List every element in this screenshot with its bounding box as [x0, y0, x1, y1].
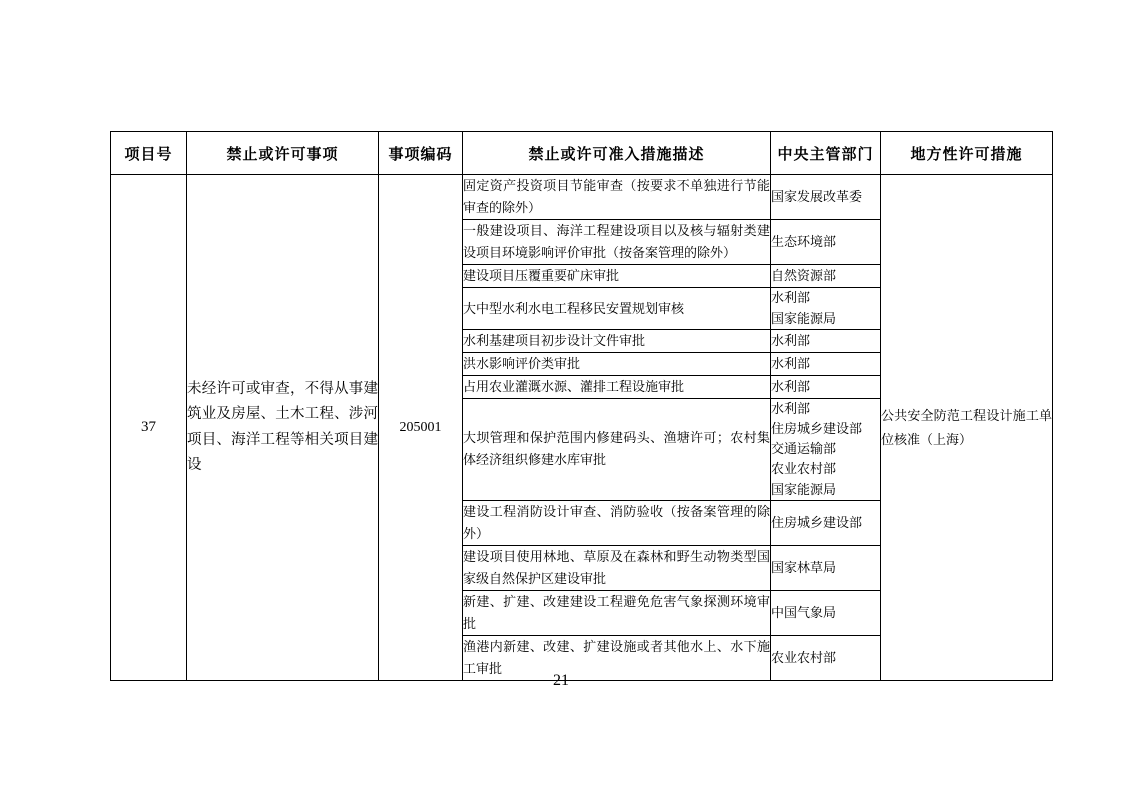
department-name: 国家能源局 — [771, 310, 837, 326]
cell-central-department — [771, 175, 881, 220]
table-header — [111, 132, 1053, 175]
cell-measure-description: 建设工程消防设计审查、消防验收（按备案管理的除外） — [463, 500, 771, 545]
cell-central-department — [771, 288, 881, 329]
cell-measure-description: 建设项目压覆重要矿床审批 — [463, 265, 771, 288]
cell-measure-description: 渔港内新建、改建、扩建设施或者其他水上、水下施工审批 — [463, 636, 771, 681]
department-name: 水利部 — [771, 401, 811, 417]
department-name: 自然资源部 — [771, 268, 837, 284]
column-header-measure-description: 禁止或许可准入措施描述 — [463, 132, 771, 175]
cell-central-department — [771, 500, 881, 545]
department-name: 中国气象局 — [771, 605, 837, 621]
table-body — [111, 175, 1053, 681]
cell-item-title: 未经许可或审查，不得从事建筑业及房屋、土木工程、涉河项目、海洋工程等相关项目建设 — [187, 175, 379, 681]
cell-local-measure: 公共安全防范工程设计施工单位核准（上海） — [881, 175, 1053, 681]
department-name: 农业农村部 — [771, 650, 837, 666]
cell-measure-description: 大中型水利水电工程移民安置规划审核 — [463, 288, 771, 329]
table-container — [110, 131, 1052, 681]
table-row — [111, 175, 1053, 220]
column-header-item-no: 项目号 — [111, 132, 187, 175]
negative-list-table — [110, 131, 1053, 681]
cell-measure-description: 占用农业灌溉水源、灌排工程设施审批 — [463, 375, 771, 398]
cell-measure-description: 建设项目使用林地、草原及在森林和野生动物类型国家级自然保护区建设审批 — [463, 545, 771, 590]
column-header-item-title: 禁止或许可事项 — [187, 132, 379, 175]
department-name: 水利部 — [771, 378, 811, 394]
department-name: 水利部 — [771, 290, 811, 306]
department-name: 住房城乡建设部 — [771, 514, 863, 530]
cell-central-department — [771, 329, 881, 352]
cell-central-department — [771, 591, 881, 636]
department-name: 水利部 — [771, 332, 811, 348]
cell-central-department — [771, 399, 881, 501]
cell-measure-description: 固定资产投资项目节能审查（按要求不单独进行节能审查的除外） — [463, 175, 771, 220]
cell-measure-description: 一般建设项目、海洋工程建设项目以及核与辐射类建设项目环境影响评价审批（按备案管理的除外） — [463, 220, 771, 265]
column-header-local-measure: 地方性许可措施 — [881, 132, 1053, 175]
page-number: 21 — [553, 672, 569, 689]
department-name: 国家发展改革委 — [771, 189, 863, 205]
cell-measure-description: 大坝管理和保护范围内修建码头、渔塘许可；农村集体经济组织修建水库审批 — [463, 399, 771, 501]
cell-item-code: 205001 — [379, 175, 463, 681]
cell-measure-description: 洪水影响评价类审批 — [463, 352, 771, 375]
department-name: 水利部 — [771, 355, 811, 371]
cell-item-no: 37 — [111, 175, 187, 681]
cell-measure-description: 水利基建项目初步设计文件审批 — [463, 329, 771, 352]
cell-measure-description: 新建、扩建、改建建设工程避免危害气象探测环境审批 — [463, 591, 771, 636]
department-name: 国家能源局 — [771, 481, 837, 497]
department-name: 住房城乡建设部 — [771, 421, 863, 437]
cell-central-department — [771, 375, 881, 398]
column-header-central-department: 中央主管部门 — [771, 132, 881, 175]
cell-central-department — [771, 545, 881, 590]
column-header-item-code: 事项编码 — [379, 132, 463, 175]
department-name: 国家林草局 — [771, 559, 837, 575]
department-name: 生态环境部 — [771, 234, 837, 250]
cell-central-department — [771, 352, 881, 375]
cell-central-department — [771, 265, 881, 288]
table-header-row — [111, 132, 1053, 175]
cell-central-department — [771, 220, 881, 265]
department-name: 农业农村部 — [771, 461, 837, 477]
department-name: 交通运输部 — [771, 441, 837, 457]
